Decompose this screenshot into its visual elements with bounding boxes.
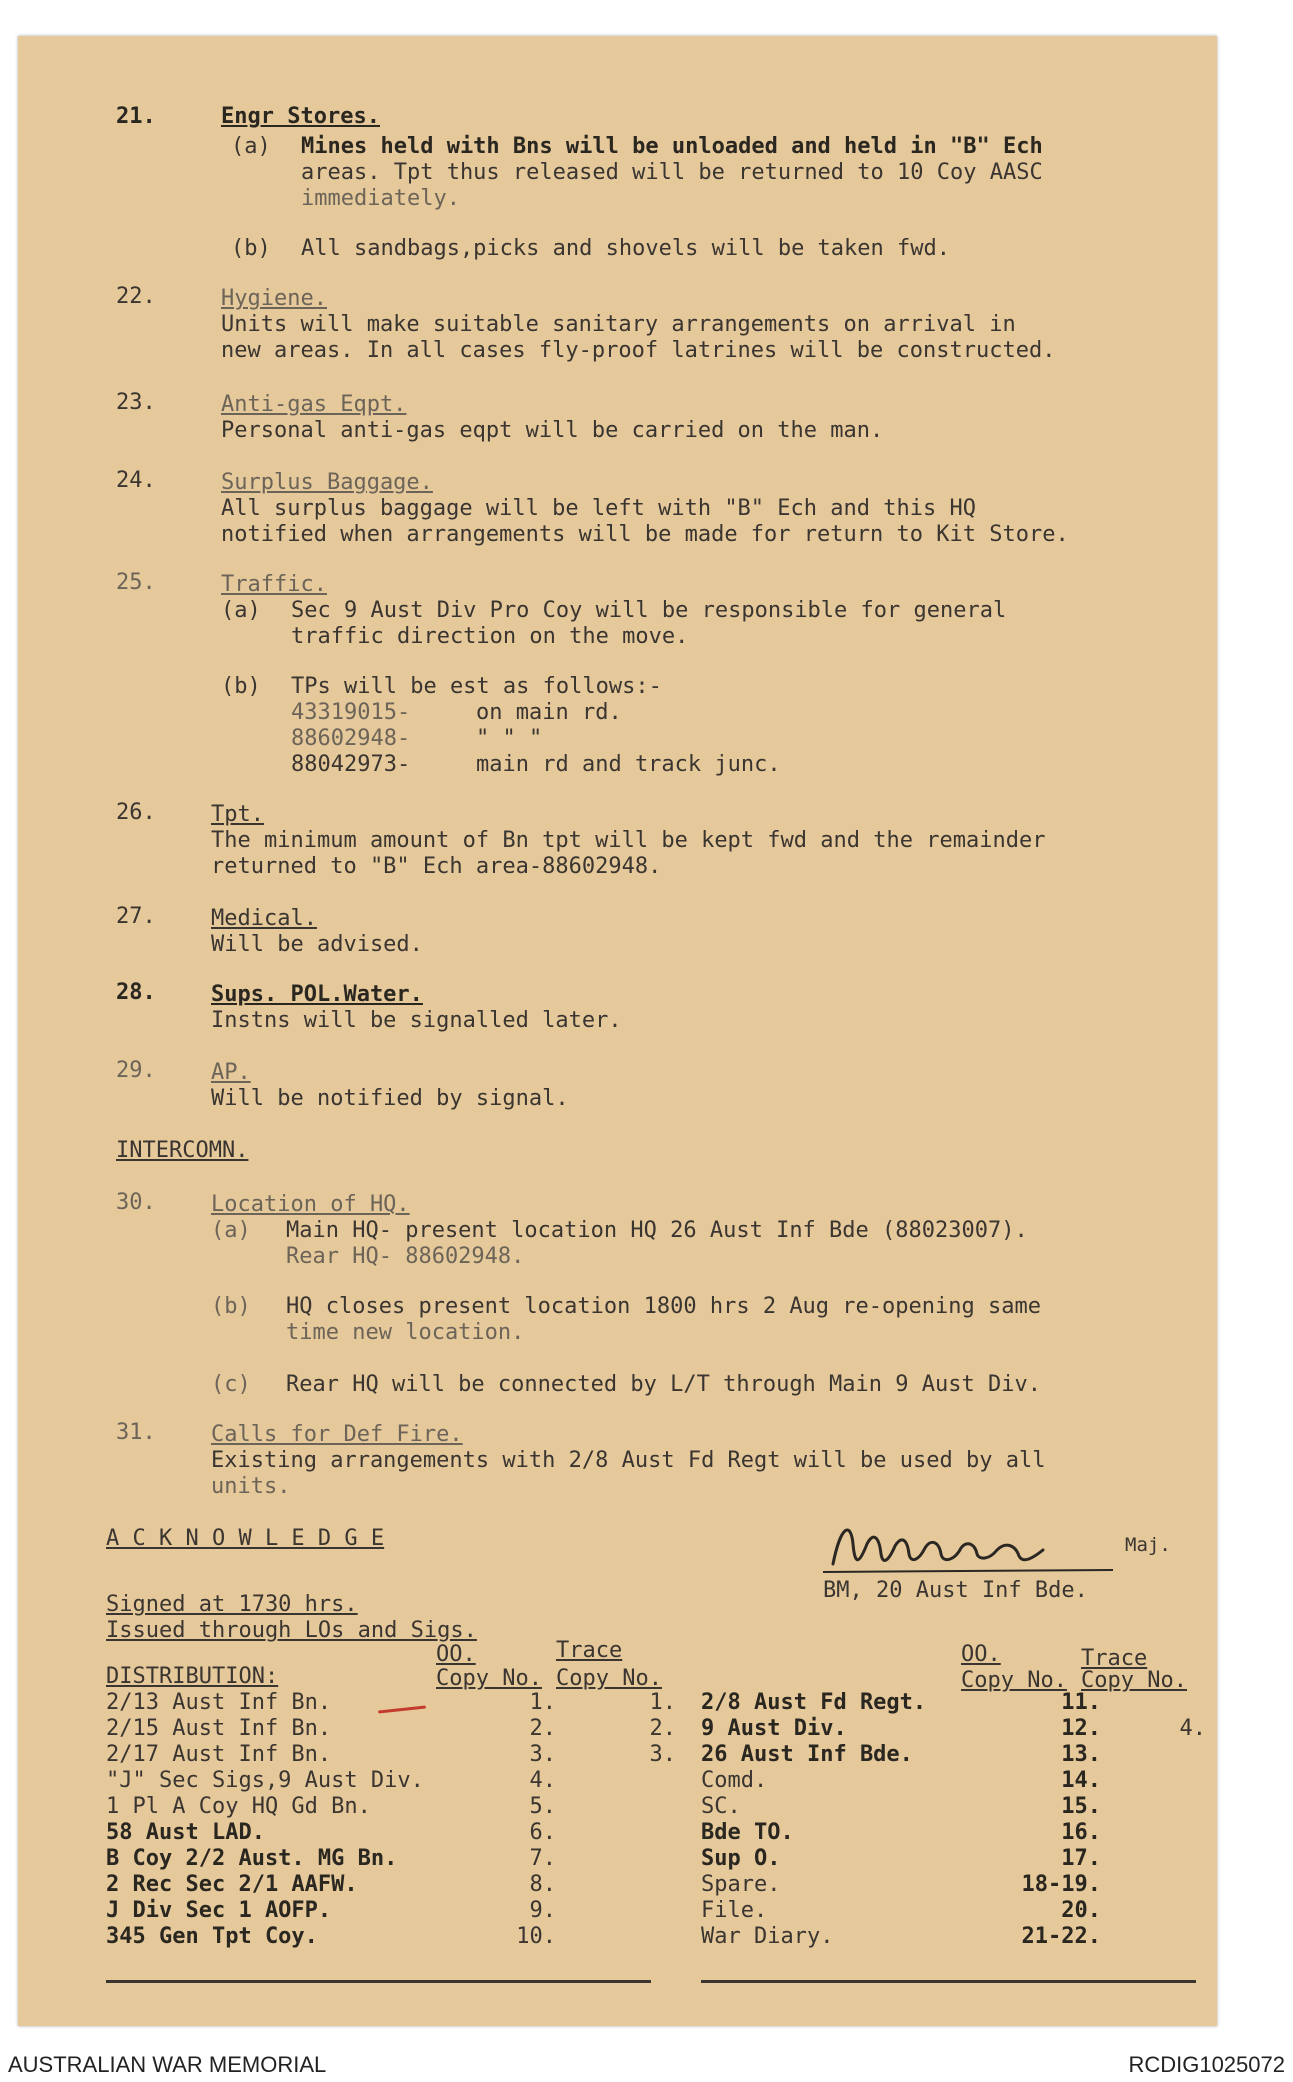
para-29-number: 29. — [116, 1058, 156, 1083]
dist-unit: B Coy 2/2 Aust. MG Bn. — [106, 1846, 398, 1871]
para-21-number: 21. — [116, 104, 156, 129]
dist-header-copy-right: Copy No. — [961, 1668, 1067, 1693]
signature-role: BM, 20 Aust Inf Bde. — [823, 1578, 1088, 1603]
dist-oo: 15. — [1061, 1794, 1101, 1819]
para-23-number: 23. — [116, 390, 156, 415]
dist-unit: 2/8 Aust Fd Regt. — [701, 1690, 927, 1715]
dist-left-units — [106, 1690, 424, 1950]
dist-right-oo — [1001, 1690, 1101, 1950]
signature-handwriting — [823, 1514, 1123, 1574]
signature-rank: Maj. — [1125, 1534, 1171, 1556]
para-22-number: 22. — [116, 284, 156, 309]
bottom-rule-left — [106, 1980, 651, 1983]
dist-right-units — [701, 1690, 926, 1950]
dist-header-trace-right: Trace — [1081, 1646, 1148, 1671]
issued-through: Issued through LOs and Sigs. — [106, 1618, 477, 1643]
para-25a-line: traffic direction on the move. — [291, 624, 689, 649]
para-21a-line: Mines held with Bns will be unloaded and held in "B" Ech — [301, 134, 1043, 159]
tp-ref: 88042973- — [291, 752, 411, 777]
dist-header-copy2: Copy No. — [556, 1666, 662, 1691]
para-26-title: Tpt. — [211, 802, 264, 827]
dist-unit: 58 Aust LAD. — [106, 1820, 265, 1845]
para-28-line: Instns will be signalled later. — [211, 1008, 622, 1033]
para-25-title: Traffic. — [221, 572, 327, 597]
para-26-line: The minimum amount of Bn tpt will be kept fwd and the remainder — [211, 828, 1046, 853]
para-30-title: Location of HQ. — [211, 1192, 410, 1217]
para-30c-line: Rear HQ will be connected by L/T through Main 9 Aust Div. — [286, 1372, 1041, 1397]
para-27-number: 27. — [116, 904, 156, 929]
dist-unit: 2/17 Aust Inf Bn. — [106, 1742, 332, 1767]
para-27-title: Medical. — [211, 906, 317, 931]
tp-ref: 43319015- — [291, 700, 411, 725]
dist-oo: 10. — [516, 1924, 556, 1949]
acknowledge-heading: A C K N O W L E D G E — [106, 1526, 385, 1551]
dist-unit: 345 Gen Tpt Coy. — [106, 1924, 318, 1949]
dist-left-oo — [496, 1690, 556, 1950]
dist-oo: 21-22. — [1021, 1924, 1101, 1949]
dist-oo: 7. — [529, 1846, 556, 1871]
para-25b-intro: TPs will be est as follows:- — [291, 674, 662, 699]
dist-unit: War Diary. — [701, 1924, 834, 1949]
dist-oo: 13. — [1061, 1742, 1101, 1767]
para-31-line: units. — [211, 1474, 291, 1499]
para-23-title: Anti-gas Eqpt. — [221, 392, 407, 417]
dist-trace: 4. — [1179, 1716, 1206, 1741]
para-31-title: Calls for Def Fire. — [211, 1422, 463, 1447]
para-29-title: AP. — [211, 1060, 251, 1085]
tp-desc: on main rd. — [476, 700, 622, 725]
para-25b-label: (b) — [221, 674, 261, 699]
para-26-number: 26. — [116, 800, 156, 825]
para-25a-line: Sec 9 Aust Div Pro Coy will be responsible for general — [291, 598, 1007, 623]
dist-right-trace — [1156, 1716, 1206, 1742]
para-23-line: Personal anti-gas eqpt will be carried on the man. — [221, 418, 884, 443]
dist-oo: 16. — [1061, 1820, 1101, 1845]
dist-unit: Sup O. — [701, 1846, 781, 1871]
signature-block — [823, 1514, 1171, 1581]
para-28-title: Sups. POL.Water. — [211, 982, 423, 1007]
dist-unit: Bde TO. — [701, 1820, 794, 1845]
dist-header-copy2-right: Copy No. — [1081, 1668, 1187, 1693]
para-26-line: returned to "B" Ech area-88602948. — [211, 854, 662, 879]
para-30a-line: Rear HQ- 88602948. — [286, 1244, 525, 1269]
document-page — [18, 36, 1217, 2026]
dist-oo: 9. — [529, 1898, 556, 1923]
para-28-number: 28. — [116, 980, 156, 1005]
dist-unit: 9 Aust Div. — [701, 1716, 847, 1741]
para-21a-line: areas. Tpt thus released will be returned to 10 Coy AASC — [301, 160, 1043, 185]
bottom-rule-right — [701, 1980, 1196, 1983]
para-21b-line: All sandbags,picks and shovels will be taken fwd. — [301, 236, 951, 261]
para-22-title: Hygiene. — [221, 286, 327, 311]
dist-header-copy: Copy No. — [436, 1666, 542, 1691]
dist-trace: 2. — [649, 1716, 676, 1741]
dist-unit: 2 Rec Sec 2/1 AAFW. — [106, 1872, 358, 1897]
para-24-title: Surplus Baggage. — [221, 470, 433, 495]
para-30a-line: Main HQ- present location HQ 26 Aust Inf Bde (88023007). — [286, 1218, 1028, 1243]
para-27-line: Will be advised. — [211, 932, 423, 957]
para-24-number: 24. — [116, 468, 156, 493]
dist-unit: Spare. — [701, 1872, 781, 1897]
dist-left-trace — [626, 1690, 676, 1768]
dist-oo: 2. — [529, 1716, 556, 1741]
dist-unit: 2/13 Aust Inf Bn. — [106, 1690, 332, 1715]
dist-oo: 11. — [1061, 1690, 1101, 1715]
para-30b-line: HQ closes present location 1800 hrs 2 Aug re-opening same — [286, 1294, 1041, 1319]
footer-institution: AUSTRALIAN WAR MEMORIAL — [8, 2052, 327, 2077]
para-24-line: notified when arrangements will be made for return to Kit Store. — [221, 522, 1069, 547]
para-30a-label: (a) — [211, 1218, 251, 1243]
dist-unit: 2/15 Aust Inf Bn. — [106, 1716, 332, 1741]
para-30c-label: (c) — [211, 1372, 251, 1397]
dist-oo: 6. — [529, 1820, 556, 1845]
para-30b-line: time new location. — [286, 1320, 525, 1345]
para-29-line: Will be notified by signal. — [211, 1086, 569, 1111]
dist-oo: 3. — [529, 1742, 556, 1767]
para-22-line: Units will make suitable sanitary arrangements on arrival in — [221, 312, 1016, 337]
dist-header-oo: OO. — [436, 1642, 476, 1667]
para-24-line: All surplus baggage will be left with "B" Ech and this HQ — [221, 496, 976, 521]
dist-oo: 20. — [1061, 1898, 1101, 1923]
dist-oo: 17. — [1061, 1846, 1101, 1871]
footer-record-id: RCDIG1025072 — [1128, 2052, 1285, 2077]
tp-desc: " " " — [476, 726, 543, 751]
para-21a-line: immediately. — [301, 186, 460, 211]
para-21b-label: (b) — [231, 236, 271, 261]
intercomn-heading: INTERCOMN. — [116, 1138, 249, 1163]
dist-unit: J Div Sec 1 AOFP. — [106, 1898, 332, 1923]
para-31-number: 31. — [116, 1420, 156, 1445]
dist-unit: SC. — [701, 1794, 741, 1819]
dist-unit: File. — [701, 1898, 768, 1923]
dist-oo: 8. — [529, 1872, 556, 1897]
dist-unit: 26 Aust Inf Bde. — [701, 1742, 913, 1767]
para-22-line: new areas. In all cases fly-proof latrines will be constructed. — [221, 338, 1056, 363]
dist-trace: 3. — [649, 1742, 676, 1767]
dist-oo: 1. — [529, 1690, 556, 1715]
distribution-label: DISTRIBUTION: — [106, 1664, 279, 1689]
dist-oo: 18-19. — [1021, 1872, 1101, 1897]
para-21-title: Engr Stores. — [221, 104, 380, 129]
para-25-number: 25. — [116, 570, 156, 595]
dist-oo: 14. — [1061, 1768, 1101, 1793]
dist-unit: 1 Pl A Coy HQ Gd Bn. — [106, 1794, 371, 1819]
dist-oo: 12. — [1061, 1716, 1101, 1741]
tp-ref: 88602948- — [291, 726, 411, 751]
dist-unit: "J" Sec Sigs,9 Aust Div. — [106, 1768, 424, 1793]
dist-trace: 1. — [649, 1690, 676, 1715]
dist-header-trace: Trace — [556, 1638, 623, 1663]
para-25a-label: (a) — [221, 598, 261, 623]
tp-desc: main rd and track junc. — [476, 752, 781, 777]
signed-at: Signed at 1730 hrs. — [106, 1592, 358, 1617]
dist-oo: 5. — [529, 1794, 556, 1819]
para-30-number: 30. — [116, 1190, 156, 1215]
para-30b-label: (b) — [211, 1294, 251, 1319]
dist-unit: Comd. — [701, 1768, 768, 1793]
para-21a-label: (a) — [231, 134, 271, 159]
dist-header-oo-right: OO. — [961, 1642, 1001, 1667]
para-31-line: Existing arrangements with 2/8 Aust Fd Regt will be used by all — [211, 1448, 1046, 1473]
dist-oo: 4. — [529, 1768, 556, 1793]
